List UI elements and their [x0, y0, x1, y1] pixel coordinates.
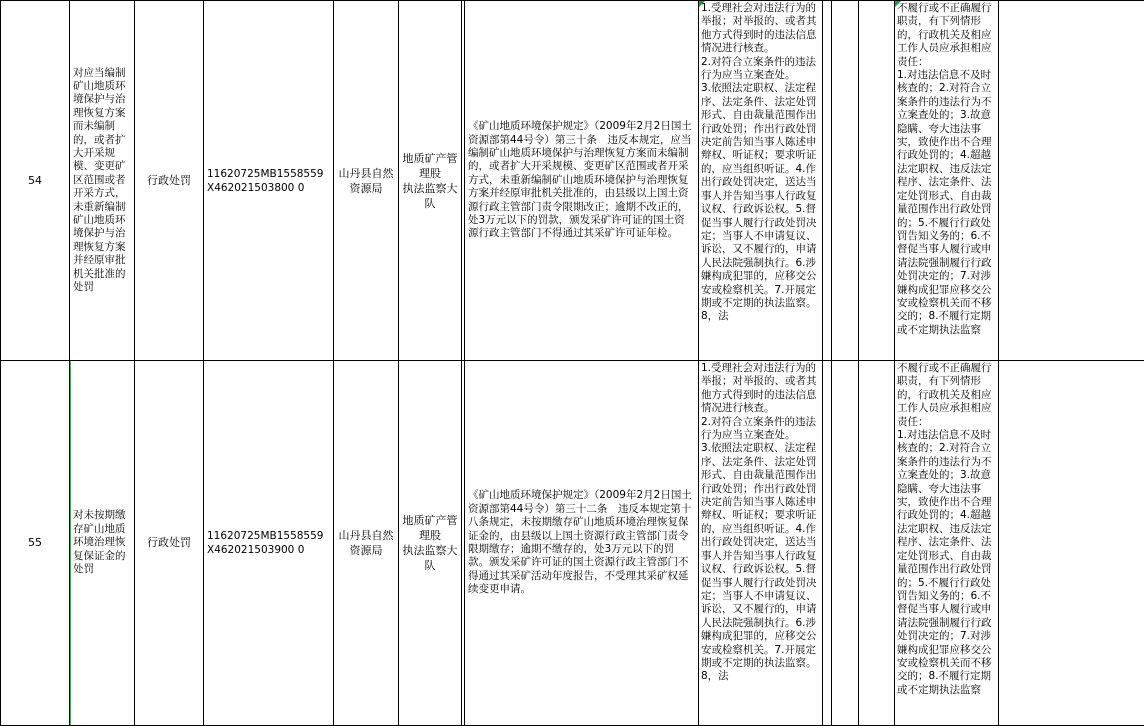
type-text: 行政处罚: [135, 536, 203, 549]
seq-text: 55: [1, 536, 69, 549]
item-text: 对未按期缴存矿山地质环境治理恢复保证金的处罚: [70, 509, 134, 576]
type-cell[interactable]: [135, 1, 204, 361]
dept-cell[interactable]: [334, 1, 399, 361]
seq-cell[interactable]: [1, 1, 70, 361]
empty-cell[interactable]: [823, 1, 832, 361]
duties-cell[interactable]: [699, 361, 823, 726]
unit-cell[interactable]: [399, 361, 462, 726]
item-text: 对应当编制矿山地质环境保护与治理恢复方案而未编制的，或者扩大开采规模、变更矿区范围或者开采方式，未重新编制矿山地质环境保护与治理恢复方案并经原审批机关批准的处罚: [70, 67, 134, 295]
code-cell[interactable]: [204, 1, 334, 361]
empty-cell[interactable]: [999, 361, 1144, 726]
selection-edge: [70, 361, 71, 725]
unit-cell[interactable]: [399, 1, 462, 361]
dept-text: 山丹县自然资源局: [334, 528, 398, 558]
code-cell[interactable]: [204, 361, 334, 726]
duties-cell[interactable]: [699, 1, 823, 361]
comment-marker-icon: [699, 1, 705, 7]
empty-cell[interactable]: [859, 361, 895, 726]
empty-cell[interactable]: [999, 1, 1144, 361]
basis-cell[interactable]: [465, 1, 699, 361]
table-row: [1, 361, 1144, 726]
code-text: 11620725MB1558559X462021503900 0: [204, 529, 333, 557]
code-text: 11620725MB1558559X462021503800 0: [204, 167, 333, 195]
comment-marker-icon: [895, 1, 901, 7]
dept-text: 山丹县自然资源局: [334, 166, 398, 196]
empty-cell[interactable]: [823, 361, 832, 726]
liability-text: 不履行或不正确履行职责，有下列情形的，行政机关及相应工作人员应承担相应责任： 1.对违法信息不及时核查的；2.对符合立案条件的违法行为不立案查处的；3.故意隐瞒、夸大违法事实，致使作出不合理行政处罚的；4.超越法定职权、违反法定程序、法定条件、法定处罚形式、自由裁量范围作出行政处罚的；5.不履行行政处罚告知义务的；6.不督促当事人履行或申请法院强制履行行政处罚决定的；7.对涉嫌构成犯罪应移交公安或检察机关而不移交的；8.不履行定期或不定期执法监察: [897, 362, 997, 697]
item-cell[interactable]: [70, 361, 135, 726]
liability-cell[interactable]: [895, 1, 999, 361]
item-cell[interactable]: [70, 1, 135, 361]
basis-cell[interactable]: [465, 361, 699, 726]
unit-text: 地质矿产管理股 执法监察大队: [399, 513, 461, 573]
unit-text: 地质矿产管理股 执法监察大队: [399, 151, 461, 211]
basis-text: 《矿山地质环境保护规定》（2009年2月2日国土资源部第44号令）第三十条 违反本规定，应当编制矿山地质环境保护与治理恢复方案而未编制的，或者扩大开采规模、变更矿区范围或者开采方式，未重新编制矿山地质环境保护与治理恢复方案并经原审批机关批准的，由县级以上国土资源行政主管部门责令限期改正；逾期不改正的，处3万元以下的罚款，颁发采矿许可证的国土资源行政主管部门不得通过其采矿许可证年检。: [465, 120, 698, 241]
seq-cell[interactable]: [1, 361, 70, 726]
duties-text: 1.受理社会对违法行为的举报；对举报的、或者其他方式得到时的违法信息情况进行核查。 2.对符合立案条件的违法行为应当立案查处。 3.依照法定职权、法定程序、法定条件、法定处罚形式、自由裁量范围作出行政处罚；作出行政处罚决定前告知当事人陈述申辩权、听证权；要求听证的，应当组织听证。4.作出行政处罚决定，送达当事人并告知当事人行政复议权、行政诉讼权。5.督促当事人履行行政处罚决定；当事人不申请复议、诉讼，又不履行的，申请人民法院强制执行。6.涉嫌构成犯罪的，应移交公安或检察机关。7.开展定期或不定期的执法监察。8，法: [701, 2, 821, 324]
liability-text: 不履行或不正确履行职责，有下列情形的，行政机关及相应工作人员应承担相应责任： 1.对违法信息不及时核查的；2.对符合立案条件的违法行为不立案查处的；3.故意隐瞒、夸大违法事实，致使作出不合理行政处罚的；4.超越法定职权、违反法定程序、法定条件、法定处罚形式、自由裁量范围作出行政处罚的；5.不履行行政处罚告知义务的；6.不督促当事人履行或申请法院强制履行行政处罚决定的；7.对涉嫌构成犯罪应移交公安或检察机关而不移交的；8.不履行定期或不定期执法监察: [897, 2, 997, 337]
empty-cell[interactable]: [832, 361, 859, 726]
duties-text: 1.受理社会对违法行为的举报；对举报的、或者其他方式得到时的违法信息情况进行核查。 2.对符合立案条件的违法行为应当立案查处。 3.依照法定职权、法定程序、法定条件、法定处罚形式、自由裁量范围作出行政处罚；作出行政处罚决定前告知当事人陈述申辩权、听证权；要求听证的，应当组织听证。4.作出行政处罚决定，送达当事人并告知当事人行政复议权、行政诉讼权。5.督促当事人履行行政处罚决定；当事人不申请复议、诉讼，又不履行的，申请人民法院强制执行。6.涉嫌构成犯罪的，应移交公安或检察机关。7.开展定期或不定期的执法监察。8，法: [701, 362, 821, 684]
type-text: 行政处罚: [135, 174, 203, 187]
seq-text: 54: [1, 174, 69, 187]
empty-cell[interactable]: [859, 1, 895, 361]
empty-cell[interactable]: [832, 1, 859, 361]
table-row: [1, 1, 1144, 361]
dept-cell[interactable]: [334, 361, 399, 726]
liability-cell[interactable]: [895, 361, 999, 726]
type-cell[interactable]: [135, 361, 204, 726]
basis-text: 《矿山地质环境保护规定》（2009年2月2日国土资源部第44号令）第三十二条 违反本规定第十八条规定，未按期缴存矿山地质环境治理恢复保证金的，由县级以上国土资源行政主管部门责令限期缴存；逾期不缴存的，处3万元以下的罚款。颁发采矿许可证的国土资源行政主管部门不得通过其采矿活动年度报告，不受理其采矿权延续变更申请。: [465, 489, 698, 596]
